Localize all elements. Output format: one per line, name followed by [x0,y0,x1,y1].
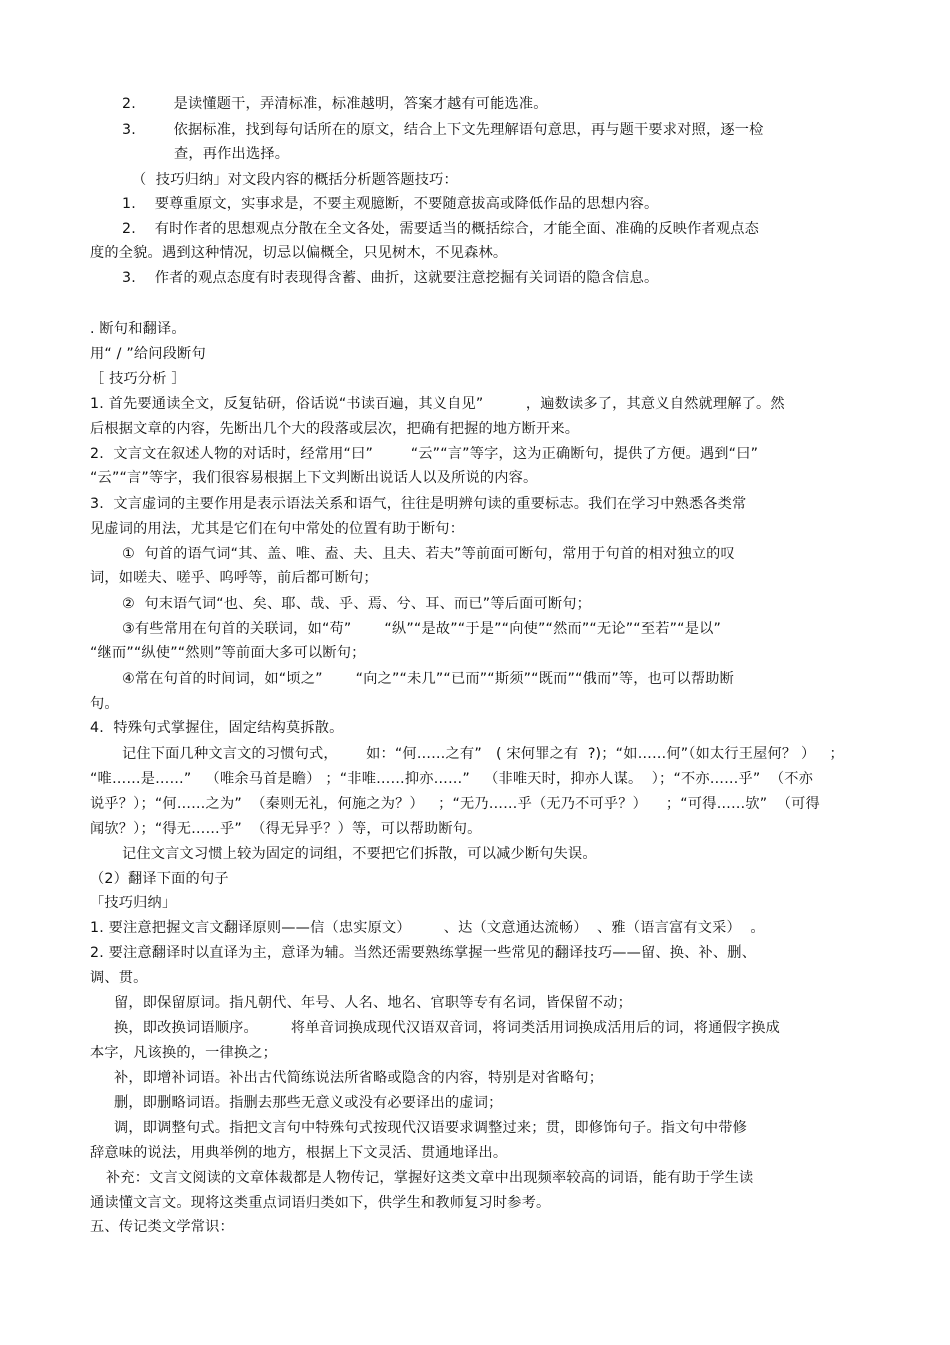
text-line: ① 句首的语气词“其、盖、唯、盍、夫、且夫、若夫”等前面可断句，常用于句首的相对独立的叹 [122,546,735,562]
text-line: ③有些常用在句首的关联词，如“苟” “纵”“是故”“于是”“向使”“然而”“无论”“至若”“是以” [122,621,722,637]
text-line: 调，即调整句式。指把文言句中特殊句式按现代汉语要求调整过来；贯，即修饰句子。指文句中带修 [114,1120,748,1136]
text-line: 3. 作者的观点态度有时表现得含蓄、曲折，这就要注意挖掘有关词语的隐含信息。 [122,270,659,286]
text-line: 度的全貌。遇到这种情况，切忌以偏概全，只见树木，不见森林。 [90,245,508,261]
text-line: 1. 要注意把握文言文翻译原则——信（忠实原文） 、达（文意通达流畅） 、雅（语言富有文采） 。 [90,920,765,936]
text-line: “继而”“纵使”“然则”等前面大多可以断句； [90,645,366,661]
text-line: 后根据文章的内容，先断出几个大的段落或层次，把确有把握的地方断开来。 [90,421,580,437]
section-heading: 五、传记类文学常识： [90,1219,234,1235]
text-line: 3. 依据标准，找到每句话所在的原文，结合上下文先理解语句意思，再与题干要求对照，逐一检 [122,122,764,138]
text-line: 补充：文言文阅读的文章体裁都是人物传记，掌握好这类文章中出现频率较高的词语，能有助于学生读 [106,1170,754,1186]
text-line: 换，即改换词语顺序。 将单音词换成现代汉语双音词，将词类活用词换成活用后的词，将通假字换成 [114,1020,781,1036]
text-line: 句。 [90,696,119,712]
text-line: 3. 文言虚词的主要作用是表示语法关系和语气，往往是明辨句读的重要标志。我们在学习中熟悉各类常 [90,496,747,512]
text-line: ② 句末语气词“也、矣、耶、哉、乎、焉、兮、耳、而已”等后面可断句； [122,596,592,612]
text-line: 见虚词的用法，尤其是它们在句中常处的位置有助于断句： [90,521,465,537]
text-line: 调、贯。 [90,970,148,986]
text-line: ④常在句首的时间词，如“顷之” “向之”“未几”“已而”“斯须”“既而”“俄而”等，也可以帮助断 [122,671,734,687]
text-line: 闻欤？）；“得无……乎” （得无异乎？）等，可以帮助断句。 [90,821,482,837]
text-line: 4. 特殊句式掌握住，固定结构莫拆散。 [90,720,344,736]
text-line: 留，即保留原词。指凡朝代、年号、人名、地名、官职等专有名词，皆保留不动； [114,995,632,1011]
text-line: 2. 有时作者的思想观点分散在全文各处，需要适当的概括综合，才能全面、准确的反映作者观点态 [122,221,760,237]
text-line: （2）翻译下面的句子 [90,871,229,887]
text-line: 删，即删略词语。指删去那些无意义或没有必要译出的虚词； [114,1095,503,1111]
text-line: 「技巧归纳」 [90,895,177,911]
text-line: ［ 技巧分析 ］ [90,371,186,387]
text-line: 1. 首先要通读全文，反复钻研，俗话说“书读百遍，其义自见” ，遍数读多了，其意义自然就理解了。然 [90,396,785,412]
text-line: 2. 要注意翻译时以直译为主，意译为辅。当然还需要熟练掌握一些常见的翻译技巧——留、换、补、删、 [90,945,757,961]
text-line: 补，即增补词语。补出古代简练说法所省略或隐含的内容，特别是对省略句； [114,1070,604,1086]
section-heading: . 断句和翻译。 [90,321,186,337]
text-line: 通读懂文言文。现将这类重点词语归类如下，供学生和教师复习时参考。 [90,1195,551,1211]
text-line: 说乎？）；“何……之为” （秦则无礼，何施之为？） ；“无乃……乎（无乃不可乎？） ；“可得……欤” （可得 [90,796,820,812]
text-line: 辞意味的说法，用典举例的地方，根据上下文灵活、贯通地译出。 [90,1145,508,1161]
text-line: 记住下面几种文言文的习惯句式， 如：“何……之有” ( 宋何罪之有 ?)；“如……何”（如太行王屋何？ ） ； [122,746,844,762]
text-line: 本字，凡该换的，一律换之； [90,1045,278,1061]
text-line: 2. 文言文在叙述人物的对话时，经常用“曰” “云”“言”等字，这为正确断句，提供了方便。遇到“曰” [90,446,759,462]
text-line: 记住文言文习惯上较为固定的词组，不要把它们拆散，可以减少断句失误。 [122,846,597,862]
text-line: “唯……是……” （唯余马首是瞻） ；“非唯……抑亦……” （非唯天时，抑亦人谋。 ）；“不亦……乎” （不亦 [90,771,814,787]
text-line: 2. 是读懂题干，弄清标准，标准越明，答案才越有可能选准。 [122,96,548,112]
text-line: （ 技巧归纳」对文段内容的概括分析题答题技巧： [132,172,458,188]
text-line: 查，再作出选择。 [174,146,290,162]
text-line: 1. 要尊重原文，实事求是，不要主观臆断，不要随意拔高或降低作品的思想内容。 [122,196,659,212]
text-line: 词，如嗟夫、嗟乎、呜呼等，前后都可断句； [90,570,378,586]
text-line: 用“ / ”给问段断句 [90,346,206,362]
text-line: “云”“言”等字，我们很容易根据上下文判断出说话人以及所说的内容。 [90,470,538,486]
